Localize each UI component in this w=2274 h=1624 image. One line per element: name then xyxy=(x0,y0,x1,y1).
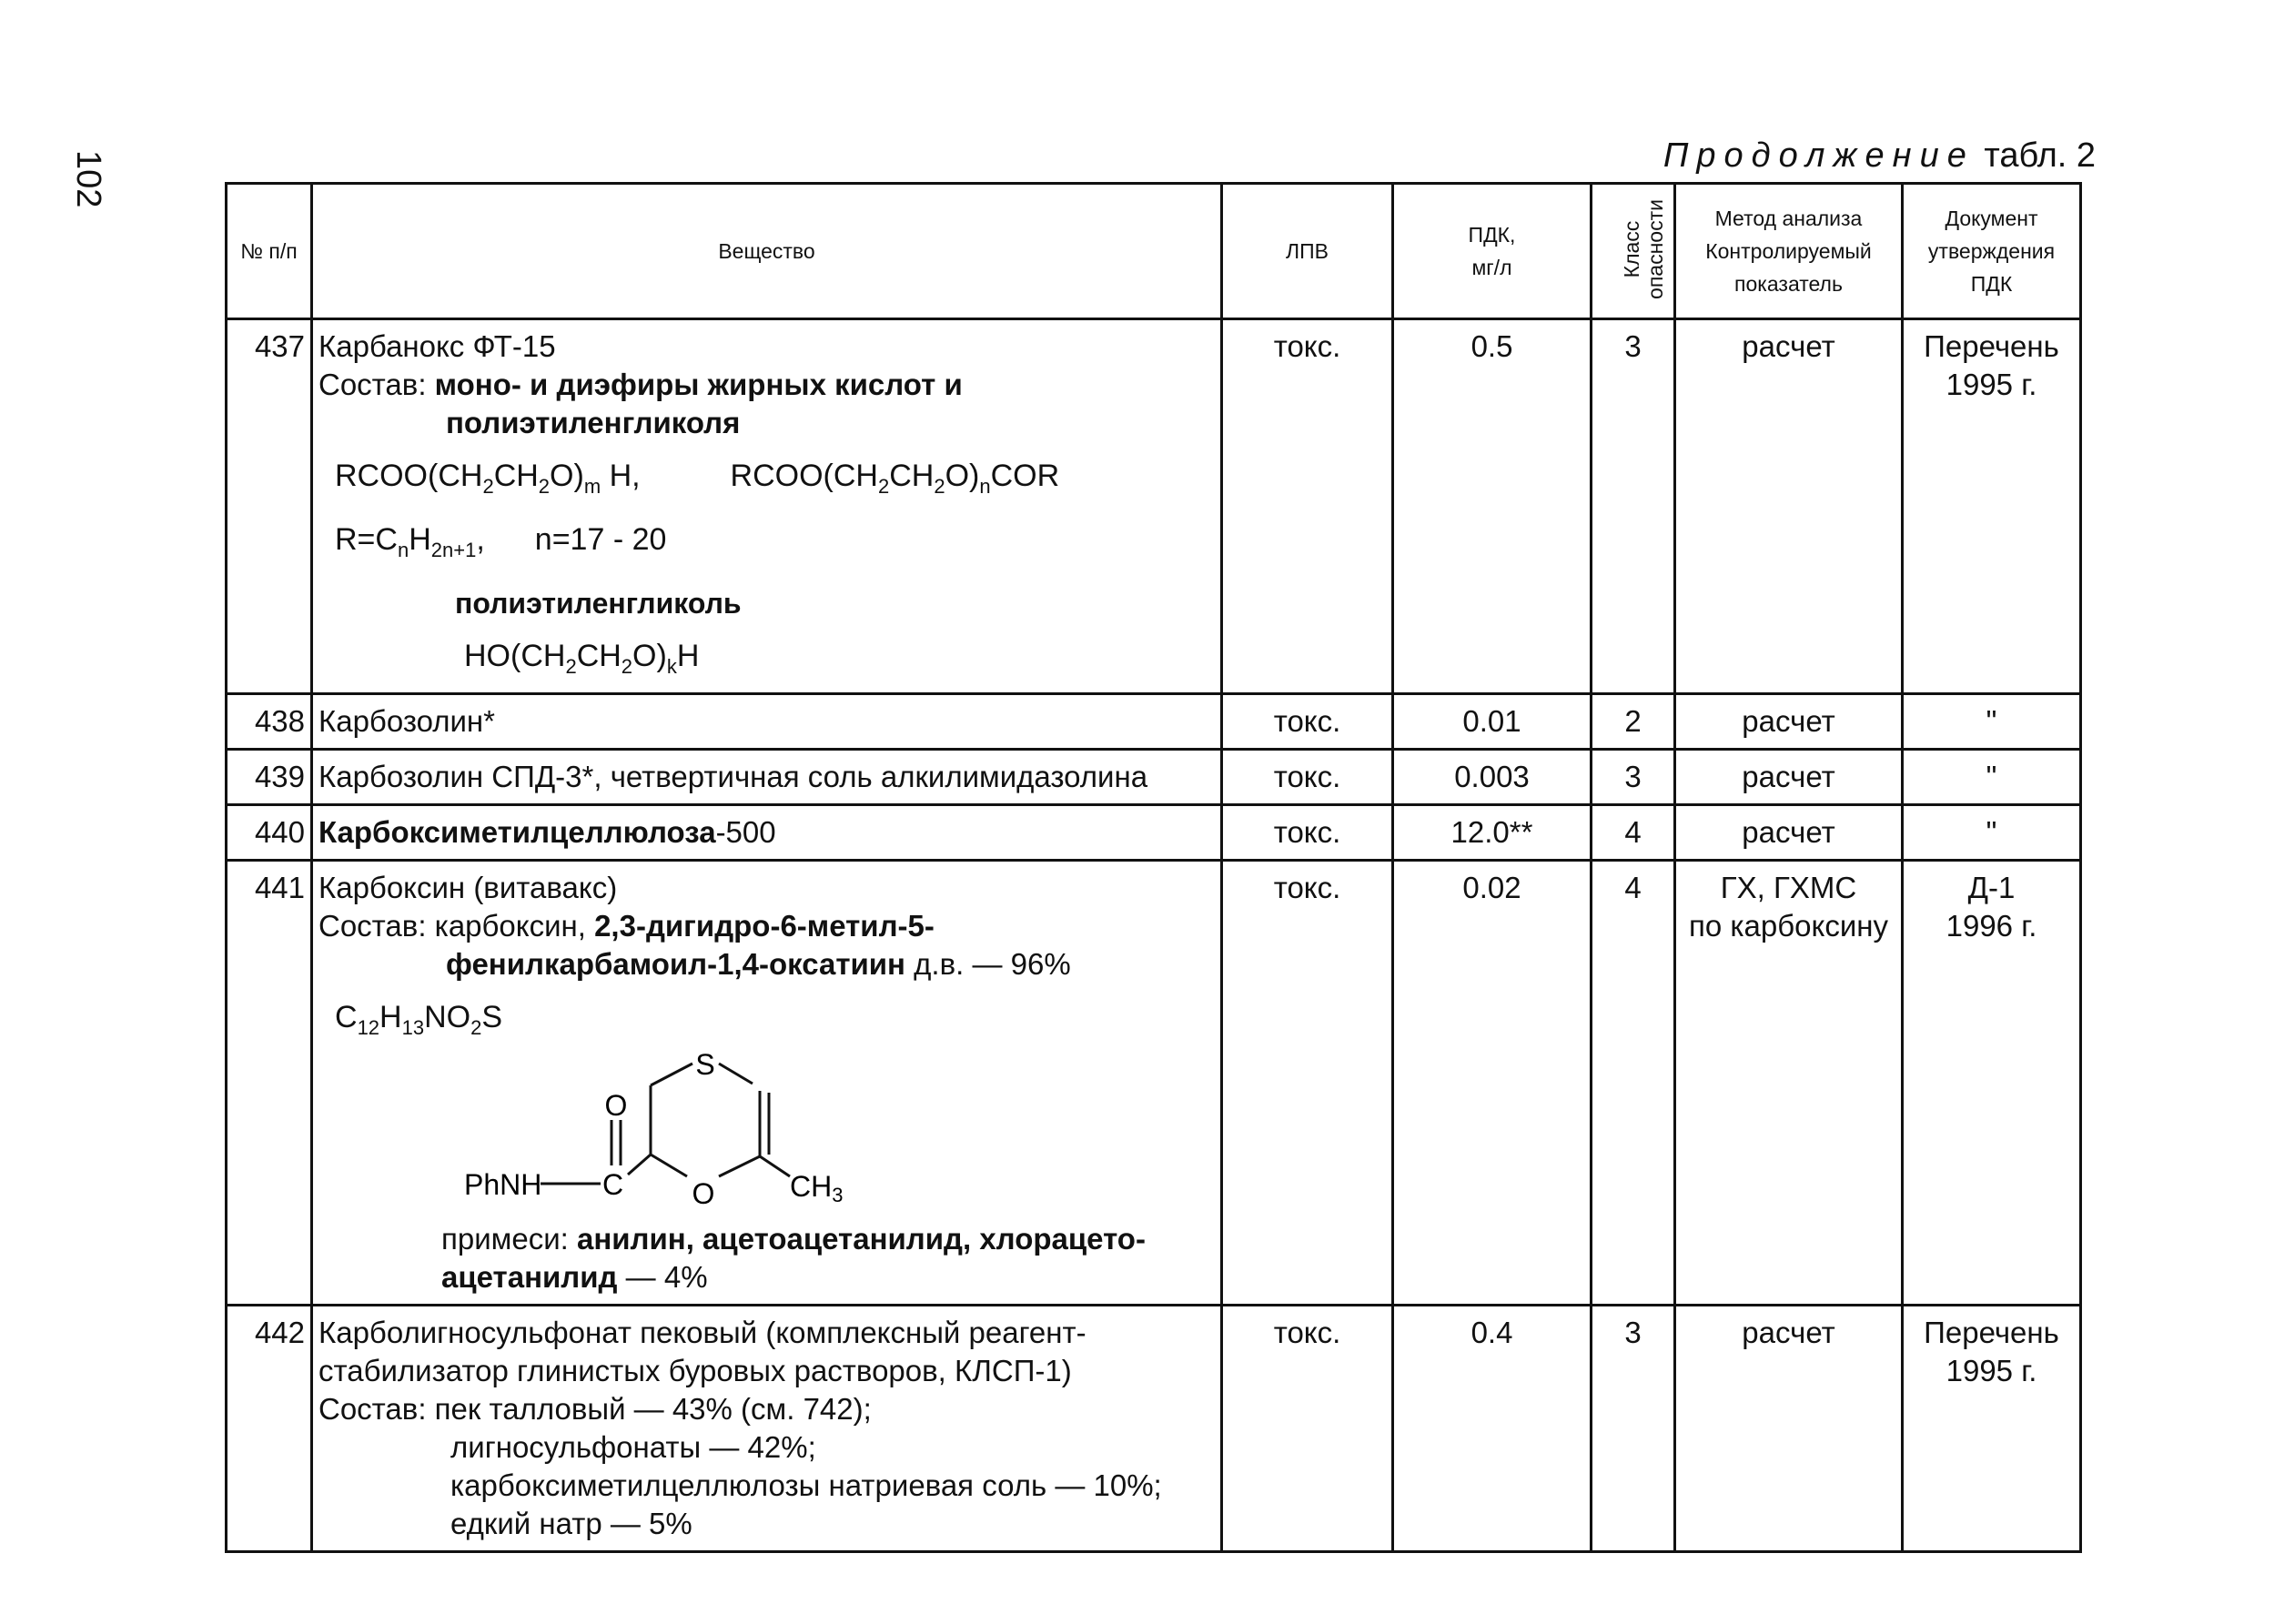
header-method-line3: показатель xyxy=(1734,272,1843,296)
table-row-438 xyxy=(227,694,2081,750)
composition-text: карбоксин, xyxy=(426,909,595,943)
f-sub: n xyxy=(397,538,409,561)
doc-cell: " xyxy=(1903,750,2081,805)
f-sub: 13 xyxy=(401,1016,425,1040)
f-part: R=C xyxy=(335,521,398,557)
formula-peg xyxy=(464,637,1215,686)
table-row-442 xyxy=(227,1306,2081,1552)
table-row-441 xyxy=(227,861,2081,1306)
f-sub: 2n+1 xyxy=(430,538,477,561)
lpv-cell: токс. xyxy=(1222,319,1393,694)
substance-name: Карбанокс ФТ-15 xyxy=(318,329,556,363)
f-sub: k xyxy=(666,654,677,678)
formula-esters xyxy=(335,457,1215,506)
class-cell: 4 xyxy=(1592,861,1675,1306)
pdk-cell: 0.4 xyxy=(1393,1306,1592,1552)
f-part: H xyxy=(379,1000,402,1035)
doc-line2: 1995 г. xyxy=(1946,368,2037,401)
doc-line1: Д-1 xyxy=(1967,871,2016,905)
substance-name: Карбозолин СПД-3*, четвертичная соль алкилимидазолина xyxy=(312,750,1222,805)
method-cell xyxy=(1675,861,1903,1306)
f-sub: n xyxy=(979,474,991,498)
composition-main: 2,3-дигидро-6-метил-5- xyxy=(594,909,935,943)
method-cell: расчет xyxy=(1675,319,1903,694)
substance-name-suffix: -500 xyxy=(715,815,776,850)
row-num: 442 xyxy=(227,1306,312,1552)
row-num: 441 xyxy=(227,861,312,1306)
method-line1: ГХ, ГХМС xyxy=(1720,871,1857,905)
f-sub: 12 xyxy=(357,1016,380,1040)
methyl-sub: 3 xyxy=(832,1184,844,1207)
group-phnh: PhNH xyxy=(464,1168,542,1202)
impurities xyxy=(318,1220,1215,1258)
header-doc-line3: ПДК xyxy=(1970,272,2013,296)
f-part: COR xyxy=(990,459,1060,493)
method-cell: расчет xyxy=(1675,694,1903,750)
table-caption xyxy=(1663,136,2096,176)
doc-cell xyxy=(1903,1306,2081,1552)
composition-label: Состав: xyxy=(318,909,427,943)
composition-item-4: едкий натр — 5% xyxy=(450,1507,692,1541)
lpv-cell: токс. xyxy=(1222,694,1393,750)
header-method-line1: Метод анализа xyxy=(1714,207,1863,230)
header-pdk-line1: ПДК, xyxy=(1468,223,1516,247)
class-cell: 3 xyxy=(1592,1306,1675,1552)
caption-table-ref: табл. 2 xyxy=(1974,136,2096,175)
header-substance: Вещество xyxy=(312,184,1222,319)
structural-formula xyxy=(318,1047,864,1220)
peg-label: полиэтиленгликоль xyxy=(455,586,742,620)
composition-main-cont: полиэтиленгликоля xyxy=(446,406,741,439)
f-part: RCOO(CH xyxy=(335,459,483,493)
substance-name: Карболигносульфонат пековый (комплексный реагент- xyxy=(318,1316,1086,1350)
header-pdk-line2: мг/л xyxy=(1471,256,1512,279)
method-line2: по карбоксину xyxy=(1689,909,1888,943)
table-row-437 xyxy=(227,319,2081,694)
row-num: 439 xyxy=(227,750,312,805)
pdk-cell: 12.0** xyxy=(1393,805,1592,861)
row-num: 438 xyxy=(227,694,312,750)
substance-name-bold: Карбоксиметилцеллюлоза xyxy=(318,815,716,850)
method-cell: расчет xyxy=(1675,750,1903,805)
formula-di xyxy=(730,459,1060,498)
impurities-cont xyxy=(318,1258,1215,1296)
formula-mono xyxy=(335,459,641,498)
f-part: H, xyxy=(601,459,641,493)
f-part: CH xyxy=(889,459,935,493)
header-lpv: ЛПВ xyxy=(1222,184,1393,319)
impurities-tail: — 4% xyxy=(617,1260,708,1295)
atom-ring-oxygen: O xyxy=(692,1177,715,1211)
f-part: RCOO(CH xyxy=(730,459,878,493)
composition-item-3: карбоксиметилцеллюлозы натриевая соль — 10%; xyxy=(450,1468,1162,1503)
f-sub: 2 xyxy=(621,654,633,678)
class-cell: 3 xyxy=(1592,319,1675,694)
f-sub: 2 xyxy=(877,474,890,498)
composition-label: Состав: xyxy=(318,368,427,401)
f-part: C xyxy=(335,1000,358,1035)
composition-main-cont: фенилкарбамоил-1,4-оксатиин xyxy=(446,947,905,982)
pdk-cell: 0.003 xyxy=(1393,750,1592,805)
lpv-cell: токс. xyxy=(1222,805,1393,861)
doc-line1: Перечень xyxy=(1924,1316,2059,1350)
atom-sulfur: S xyxy=(695,1048,715,1082)
header-method-line2: Контролируемый xyxy=(1705,239,1872,263)
lpv-cell: токс. xyxy=(1222,750,1393,805)
pdk-cell: 0.02 xyxy=(1393,861,1592,1306)
f-part: H xyxy=(676,638,700,673)
composition-item-2: лигносульфонаты — 42%; xyxy=(450,1430,816,1465)
f-sub: 2 xyxy=(934,474,945,498)
header-class xyxy=(1592,184,1675,319)
methyl-ch: CH xyxy=(790,1170,833,1204)
impurities-label: примеси: xyxy=(441,1222,577,1256)
doc-cell: " xyxy=(1903,694,2081,750)
method-cell: расчет xyxy=(1675,805,1903,861)
doc-line1: Перечень xyxy=(1924,329,2059,363)
composition xyxy=(318,366,1215,404)
doc-cell: " xyxy=(1903,805,2081,861)
composition-label: Состав: xyxy=(318,1392,427,1427)
atom-carbon: C xyxy=(602,1168,624,1202)
f-part: O) xyxy=(945,459,980,493)
header-num: № п/п xyxy=(227,184,312,319)
class-cell: 2 xyxy=(1592,694,1675,750)
composition-main: моно- и диэфиры жирных кислот и xyxy=(434,368,963,401)
f-sub: 2 xyxy=(470,1016,482,1040)
impurities-list: анилин, ацетоацетанилид, хлорацето- xyxy=(576,1222,1146,1256)
f-part: CH xyxy=(493,459,539,493)
doc-cell xyxy=(1903,861,2081,1306)
data-table xyxy=(225,182,2082,1553)
substance-cell xyxy=(312,1306,1222,1552)
header-row xyxy=(227,184,2081,319)
caption-continuation: Продолжение xyxy=(1663,136,1975,175)
class-cell: 3 xyxy=(1592,750,1675,805)
doc-line2: 1996 г. xyxy=(1946,909,2037,943)
f-part: H xyxy=(409,521,431,557)
oxathiin-structure xyxy=(318,1047,864,1220)
composition-item-1: пек талловый — 43% (см. 742); xyxy=(426,1392,872,1427)
f-part: n=17 - 20 xyxy=(534,521,667,557)
f-part: CH xyxy=(576,638,622,673)
f-sub: m xyxy=(583,474,601,498)
substance-cell xyxy=(312,861,1222,1306)
composition xyxy=(318,907,1215,945)
composition-cont xyxy=(318,945,1215,983)
table-row-439 xyxy=(227,750,2081,805)
f-part: , xyxy=(476,521,485,557)
f-sub: 2 xyxy=(482,474,494,498)
substance-name xyxy=(312,805,1222,861)
impurities-list-cont: ацетанилид xyxy=(441,1260,618,1295)
lpv-cell: токс. xyxy=(1222,861,1393,1306)
header-doc-line2: утверждения xyxy=(1927,239,2056,263)
composition xyxy=(318,1390,1215,1428)
doc-line2: 1995 г. xyxy=(1946,1354,2037,1388)
method-cell: расчет xyxy=(1675,1306,1903,1552)
composition-tail: д.в. — 96% xyxy=(905,947,1071,982)
substance-name: Карбозолин* xyxy=(312,694,1222,750)
header-doc-line1: Документ xyxy=(1945,207,2038,230)
formula-r-def xyxy=(335,520,1215,570)
pdk-cell: 0.5 xyxy=(1393,319,1592,694)
row-num: 437 xyxy=(227,319,312,694)
substance-name: Карбоксин (витавакс) xyxy=(318,871,618,905)
f-part: O) xyxy=(550,459,584,493)
group-methyl xyxy=(790,1170,843,1206)
f-part: HO(CH xyxy=(464,638,566,673)
header-doc xyxy=(1903,184,2081,319)
pdk-cell: 0.01 xyxy=(1393,694,1592,750)
f-part: O) xyxy=(632,638,667,673)
doc-cell xyxy=(1903,319,2081,694)
page-number: 102 xyxy=(69,150,107,208)
formula-carboxin xyxy=(335,998,1215,1047)
header-pdk xyxy=(1393,184,1592,319)
f-sub: 2 xyxy=(538,474,551,498)
f-part: NO xyxy=(424,1000,471,1035)
atom-carbonyl-oxygen: O xyxy=(604,1089,628,1123)
substance-cell xyxy=(312,319,1222,694)
f-sub: 2 xyxy=(565,654,577,678)
f-part: S xyxy=(481,1000,503,1035)
header-method xyxy=(1675,184,1903,319)
header-class-line2: опасности xyxy=(1642,198,1667,299)
class-cell: 4 xyxy=(1592,805,1675,861)
row-num: 440 xyxy=(227,805,312,861)
substance-name-cont: стабилизатор глинистых буровых растворов, КЛСП-1) xyxy=(318,1354,1072,1388)
table-row-440 xyxy=(227,805,2081,861)
header-class-line1: Класс xyxy=(1619,220,1643,277)
lpv-cell: токс. xyxy=(1222,1306,1393,1552)
header-class-vertical xyxy=(1620,199,1667,299)
